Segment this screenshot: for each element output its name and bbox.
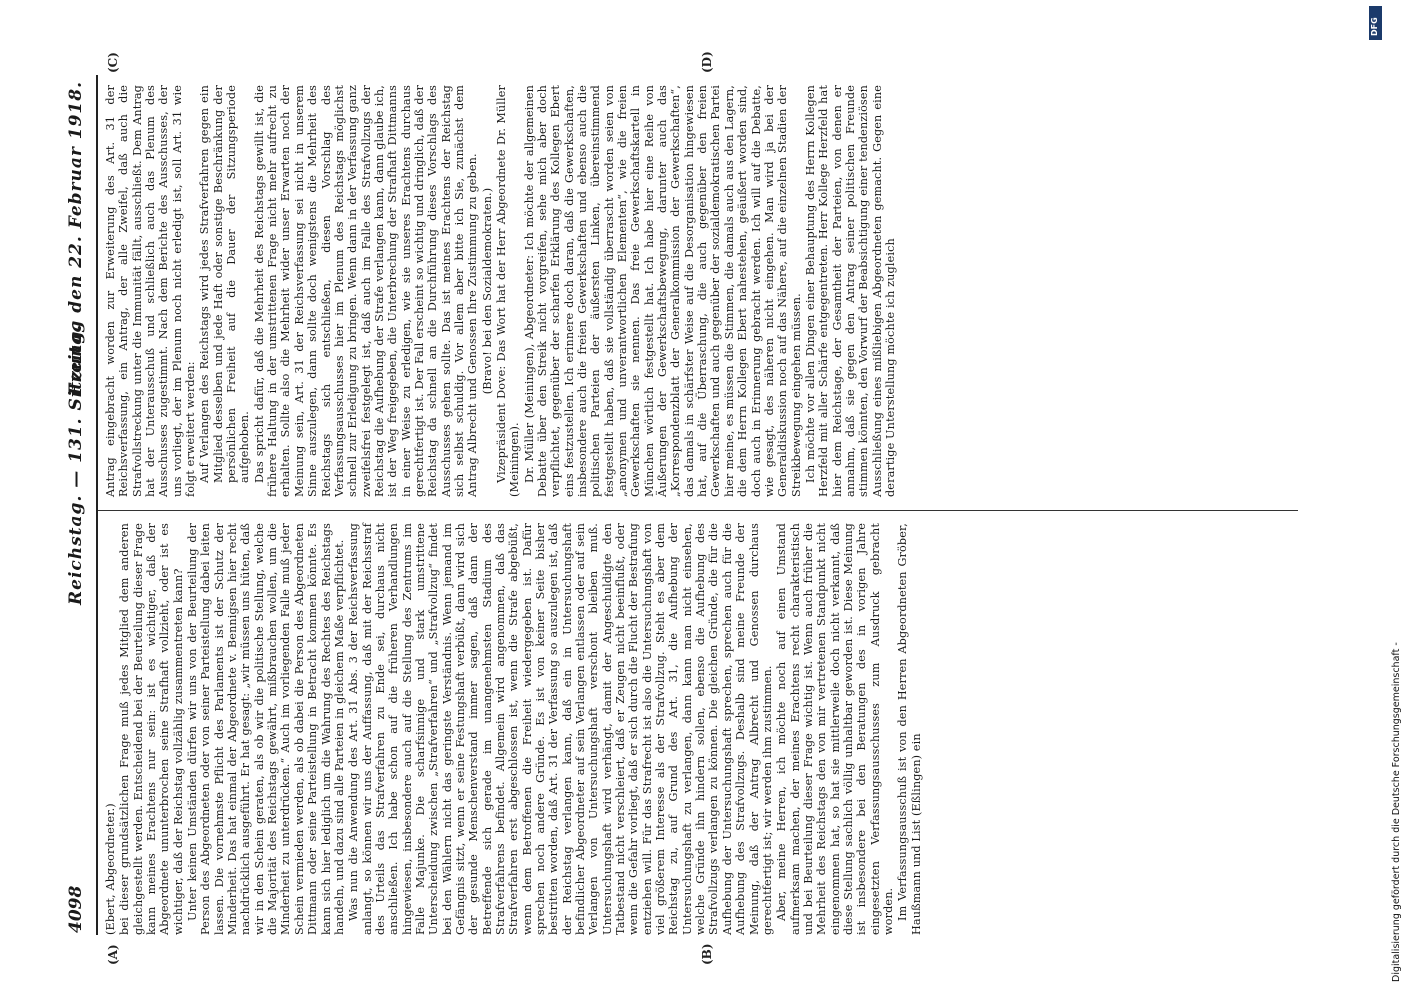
session-title: Reichstag. — 131. Sitzung. [66,323,86,605]
applause-note: (Bravo! bei den Sozialdemokraten.) [480,187,494,395]
chair-statement: Vizepräsident Dove: Das Wort hat der Herr Abgeordnete Dr. Müller (Meiningen). [494,85,522,497]
paragraph: Dr. Müller (Meiningen), Abgeordneter: Ich möchte der allgemeinen Debatte über den Streik nicht vorgreifen, sehe mich aber doch verpflichtet, gegenüber der scharfen Erklärung des Kollegen Ebert eins festzustellen. Ich erinnere doch daran, daß die Gewerkschaften, insbesondere auch die freien Gewerkschaften und ebenso auch die politischen Parteien der äußersten Linken, übereinstimmend festgestellt haben, daß sie vollständig überrascht worden seien von „anonymen und unverantwortlichen Elementen“, wie die freien Gewerkschaften sie nennen. Das freie Gewerkschaftskartell in München wörtlich festgestellt hat. Ich habe hier eine Reihe von Äußerungen der Gewerkschaftsbewegung, darunter auch das „Korrespondenzblatt der Generalkommission der Gewerkschaften“, das damals in schärfster Weise auf die Desorganisation hingewiesen hat, auf die Überraschung, die auch gegenüber den freien Gewerkschaften und auch gegenüber der sozialdemokratischen Partei hier meine, es müssen die Stimmen, die damals auch aus den Lagern, die dem Herrn Kollegen Ebert nahestehen, geäußert worden sind, doch auch in Erinnerung gebracht werden. Ich will auf die Debatte, wie gesagt, des näheren nicht eingehen. Man wird ja bei der Generaldiskussion noch auf das Nähere, auf die einzelnen Stadien der Streikbewegung eingehen müssen. [522,85,803,497]
paragraph: Ich möchte vor allen Dingen einer Behauptung des Herrn Kollegen Herzfeld mit aller Schärfe entgegentreten. Herr Kollege Herzfeld hat hier dem Reichstage, der Gesamtheit der Parteien, von denen er annahm, daß sie gegen den Antrag seiner politischen Freunde stimmen könnten, den Vorwurf der Beabsichtigung einer tendenziösen Ausschließung eines mißliebigen Abgeordneten gemacht. Gegen eine derartige Unterstellung möchte ich zugleich [803,85,897,497]
margin-mark-b: (B) [700,943,714,965]
right-column [104,85,898,497]
digitization-credit: Digitalisierung gefördert durch die Deutsche Forschungsgemeinschaft - [1391,642,1402,982]
page-number: 4098 [66,885,86,933]
column-divider [98,510,1298,511]
paragraph: Unter keinen Umständen dürfen wir uns von der Beurteilung der Person des Abgeordneten oder von seiner Parteistellung dabei leiten lassen. Die vornehmste Pflicht des Parlaments ist der Schutz der Minderheit. Das hat einmal der Abgeordnete v. Bennigsen hier recht nachdrücklich ausgeführt. Er hat gesagt: „wir müssen uns hüten, daß wir in den Schein geraten, als ob wir die politische Stellung, welche die Majorität des Reichstags gewährt, mißbrauchen wollen, um die Minderheit zu unterdrücken.“ Auch im vorliegenden Falle muß jeder Schein vermieden werden, als ob dabei die Person des Abgeordneten Dittmann oder seine Parteistellung in Betracht kommen könnte. Es kann sich hier lediglich um die Wahrung des Rechtes des Reichstags handeln, und dazu sind alle Parteien in gleichem Maße verpflichtet. [186,523,346,935]
paragraph: Aber, meine Herren, ich möchte noch auf einen Umstand aufmerksam machen, der meines Erachtens recht charakteristisch und bei Beurteilung dieser Frage wichtig ist. Wenn auch früher die Mehrheit des Reichstags den von mir vertretenen Standpunkt nicht eingenommen hat, so hat sie mittlerweile doch nicht verkannt, daß diese Stellung sachlich völlig unhaltbar geworden ist. Diese Meinung ist insbesondere bei den Beratungen des in vorigen Jahre eingesetzten Verfassungsausschusses zum Ausdruck gebracht worden. [775,523,895,935]
paragraph: Antrag eingebracht worden zur Erweiterung des Art. 31 der Reichsverfassung, ein Antrag, der alle Zweifel, daß auch die Strafvollstreckung unter die Immunität fällt, ausschließt. Dem Antrag hat der Unterausschuß und schließlich auch das Plenum des Ausschusses zugestimmt. Nach dem Berichte des Ausschusses, der uns vorliegt, der im Plenum noch nicht erledigt ist, soll Art. 31 wie folgt erweitert werden: [104,85,198,497]
paragraph: Das spricht dafür, daß die Mehrheit des Reichstags gewillt ist, die frühere Haltung in der umstrittenen Frage nicht mehr aufrecht zu erhalten. Sollte also die Mehrheit wider unser Erwarten noch der Meinung sein, Art. 31 der Reichsverfassung sei nicht in unserem Sinne auszulegen, dann sollte doch wenigstens die Mehrheit des Reichstags sich entschließen, diesen Vorschlag des Verfassungsausschusses hier im Plenum des Reichstags möglichst schnell zur Erledigung zu bringen. Wenn dann in der Verfassung ganz zweifelsfrei festgelegt ist, daß auch im Falle des Strafvollzugs der Reichstag die Aufhebung der Strafe verlangen kann, dann glaube ich, ist der Weg freigegeben, die Unterbrechung der Strafhaft Dittmanns in einer Weise zu erledigen, wie sie unseres Erachtens durchaus gerechtfertigt ist. Der Fall erscheint so wichtig und dringlich, daß der Reichstag da schnell an die Durchführung dieses Vorschlags des Ausschusses gehen sollte. Das ist meines Erachtens der Reichstag sich selbst schuldig. Vor allem aber bitte ich Sie, zunächst dem Antrag Albrecht und Genossen Ihre Zustimmung zu geben. [252,85,480,497]
margin-mark-c: (C) [106,52,120,73]
page-header [60,75,98,935]
quoted-amendment: Auf Verlangen des Reichstags wird jedes Strafverfahren gegen ein Mitglied desselben und jede Haft oder sonstige Beschränkung der persönlichen Freiheit auf die Dauer der Sitzungsperiode aufgehoben. [198,85,252,483]
paragraph: Im Verfassungsausschuß ist von den Herren Abgeordneten Gröber, Haußmann und List (Eßlingen) ein [896,523,923,935]
session-date: Freitag den 22. Februar 1918. [66,81,86,396]
dfg-logo: DFG [1369,6,1382,40]
margin-mark-a: (A) [106,944,120,965]
speaker-tag: (Ebert, Abgeordneter.) [104,803,117,935]
left-column [104,523,924,935]
paragraph: bei dieser grundsätzlichen Frage muß jedes Mitglied dem anderen gleichgestellt werden. Entscheidend bei der Beurteilung dieser Frage kann meines Erachtens nur sein: ist es wichtiger, daß der Abgeordnete ununterbrochen seine Strafhaft vollzieht, oder ist es wichtiger, daß der Reichstag vollzählig zusammentreten kann? [118,523,185,935]
margin-mark-d: (D) [700,51,714,73]
rotated-page [60,51,1320,965]
paragraph: Was nun die Anwendung des Art. 31 Abs. 3 der Reichsverfassung anlangt, so können wir uns der Auffassung, daß mit der Reichsstraf des Urteils das Strafverfahren zu Ende sei, durchaus nicht anschließen. Ich habe schon auf die früheren Verhandlungen hingewiesen, insbesondere auch auf die Stellung des Zentrums im Falle Majunke. Die scharfsinnige und stark umstrittene Unterscheidung zwischen „Strafverfahren“ und „Strafvollzug“ findet bei den Wählern nicht das geringste Verständnis. Wenn jemand im Gefängnis sitzt, wenn er seine Festungshaft verbüßt, dann wird sich der gesunde Menschenverstand immer sagen, daß dann der Betreffende sich gerade im unangenehmsten Stadium des Strafverfahrens befindet. Allgemein wird angenommen, daß das Strafverfahren erst abgeschlossen ist, wenn die Strafe abgebüßt, wenn dem Betroffenen die Freiheit wiedergegeben ist. Dafür sprechen noch andere Gründe. Es ist von keiner Seite bisher bestritten worden, daß Art. 31 der Verfassung so auszulegen ist, daß der Reichstag verlangen kann, daß ein in Untersuchungshaft befindlicher Abgeordneter auf sein Verlangen entlassen oder auf sein Verlangen von Untersuchungshaft verschont bleiben muß. Untersuchungshaft wird verhängt, damit der Angeschuldigte den Tatbestand nicht verschleiert, daß er Zeugen nicht beeinflußt, oder wenn die Gefahr vorliegt, daß er sich durch die Flucht der Bestrafung entziehen will. Für das Strafrecht ist also die Untersuchungshaft von viel größerem Interesse als der Strafvollzug. Steht es aber dem Reichstag zu, auf Grund des Art. 31, die Aufhebung der Untersuchungshaft zu verlangen, dann kann man nicht einsehen, welche Gründe ihn hindern sollen, ebenso die Aufhebung des Strafvollzugs verlangen zu können. Die gleichen Gründe, die für die Aufhebung der Untersuchungshaft sprechen, sprechen auch für die Aufhebung des Strafvollzugs. Deshalb sind meine Freunde der Meinung, daß der Antrag Albrecht und Genossen durchaus gerechtfertigt ist; wir werden ihm zustimmen. [347,523,774,935]
